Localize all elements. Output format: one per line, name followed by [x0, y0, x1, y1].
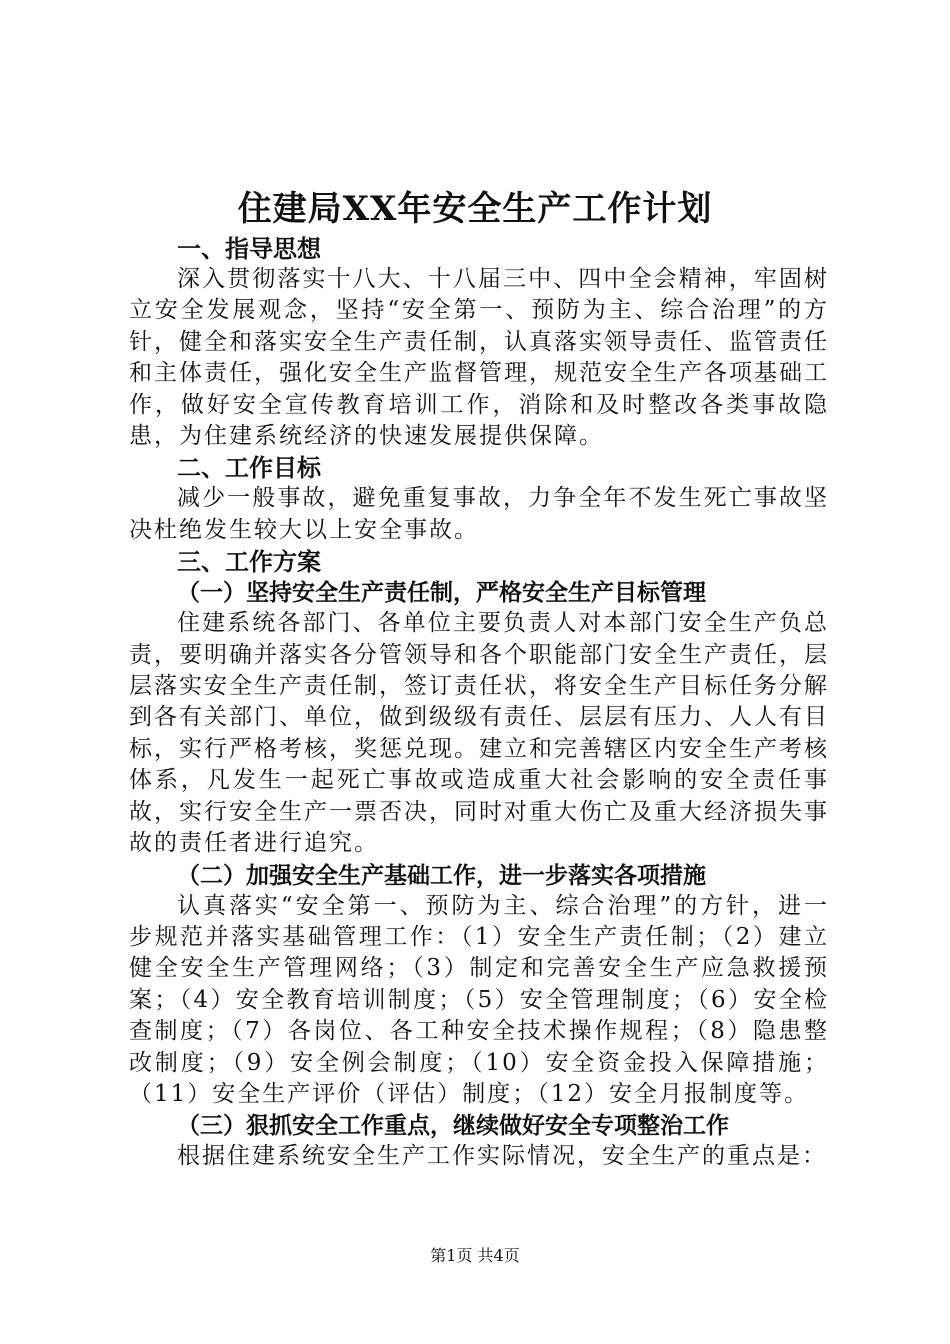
document-title: 住建局XX年安全生产工作计划 — [237, 189, 713, 229]
subsection-heading-3: （三）狠抓安全工作重点，继续做好安全专项整治工作 — [177, 1112, 729, 1140]
subsection-heading-2: （二）加强安全生产基础工作，进一步落实各项措施 — [177, 861, 706, 889]
subsection-paragraph-1: 住建系统各部门、各单位主要负责人对本部门安全生产负总责，要明确并落实各分管领导和各个职能部门安全生产责任，层层落实安全生产责任制，签订责任状，将安全生产目标任务分解到各有关部门、单位，做到级级有责任、层层有压力、人人有目标，实行严格考核，奖惩兑现。建立和完善辖区内安全生产考核体系，凡发生一起死亡事故或造成重大社会影响的安全责任事故，实行安全生产一票否决，同时对重大伤亡及重大经济损失事故的责任者进行追究。 — [129, 610, 829, 857]
section-paragraph-guiding: 深入贯彻落实十八大、十八届三中、四中全会精神，牢固树立安全发展观念，坚持“安全第一、预防为主、综合治理”的方针，健全和落实安全生产责任制，认真落实领导责任、监管责任和主体责任，强化安全生产监督管理，规范安全生产各项基础工作，做好安全宣传教育培训工作，消除和及时整改各类事故隐患，为住建系统经济的快速发展提供保障。 — [129, 266, 829, 450]
subsection-paragraph-2: 认真落实“安全第一、预防为主、综合治理”的方针，进一步规范并落实基础管理工作：（1）安全生产责任制；（2）建立健全安全生产管理网络；（3）制定和完善安全生产应急救援预案；（4）安全教育培训制度；（5）安全管理制度；（6）安全检查制度；（7）各岗位、各工种安全技术操作规程；（8）隐患整改制度；（9）安全例会制度；（10）安全资金投入保障措施；（11）安全生产评价（评估）制度；（12）安全月报制度等。 — [129, 892, 829, 1107]
subsection-heading-1: （一）坚持安全生产责任制，严格安全生产目标管理 — [177, 579, 706, 607]
section-heading-guiding: 一、指导思想 — [177, 234, 321, 263]
section-heading-plan: 三、工作方案 — [177, 547, 321, 577]
document-body — [129, 233, 829, 1173]
page-footer: 第1页 共4页 — [430, 1246, 520, 1265]
section-paragraph-goals: 减少一般事故，避免重复事故，力争全年不发生死亡事故坚决杜绝发生较大以上安全事故。 — [129, 485, 829, 543]
subsection-paragraph-3: 根据住建系统安全生产工作实际情况，安全生产的重点是： — [177, 1143, 827, 1170]
section-heading-goals: 二、工作目标 — [177, 453, 321, 483]
